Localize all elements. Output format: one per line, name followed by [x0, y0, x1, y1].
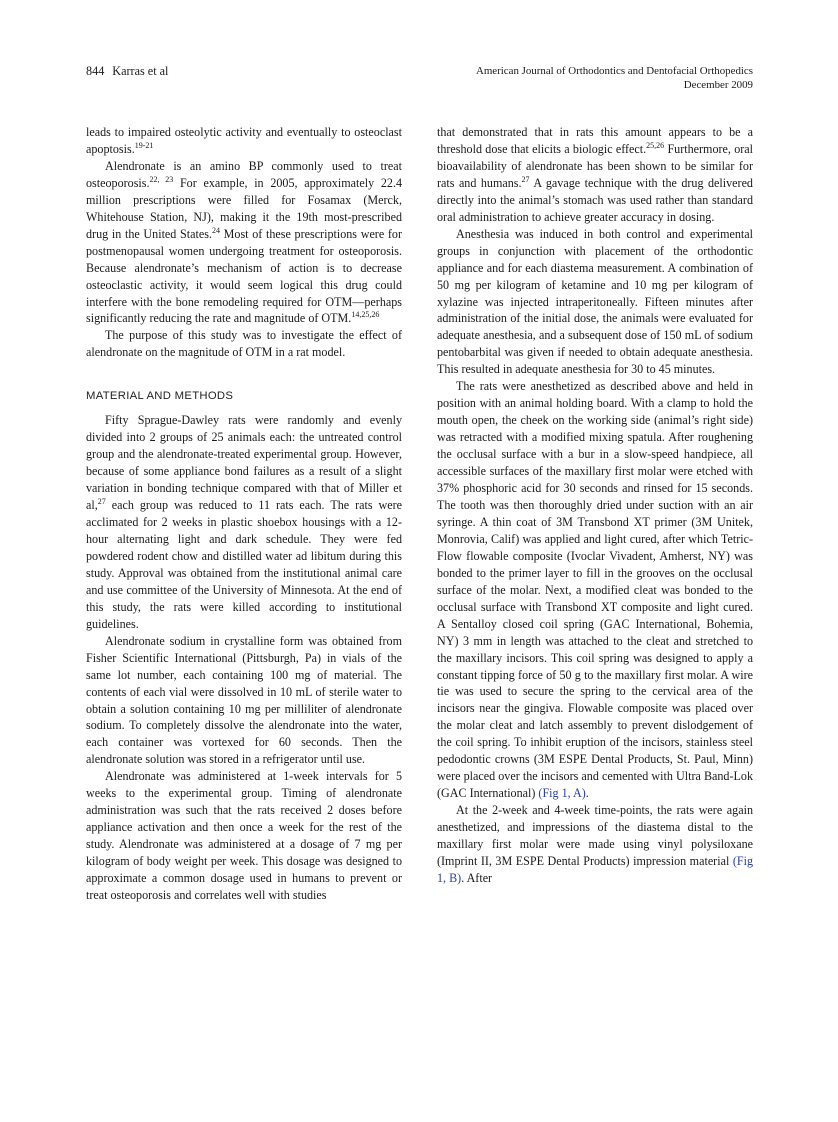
running-header-left — [86, 64, 168, 79]
journal-issue: December 2009 — [683, 79, 753, 91]
paragraph: Anesthesia was induced in both control and experimental groups in conjunction with placement of the orthodontic appliance and for each diastema measurement. A combination of 50 mg per kilogram of ketamine and 10 mg per kilogram of xylazine was injected intraperitoneally. Fifteen minutes after administration of the initial dose, the animals were evaluated for adequate anesthesia, and a subsequent dose of 150 mL of sodium pentobarbital was given if needed to obtain adequate anesthesia. This resulted in adequate anesthesia for 30 to 45 minutes. — [437, 226, 753, 377]
citation[interactable]: 25,26 — [646, 140, 665, 150]
citation[interactable]: 27 — [521, 174, 530, 184]
left-column — [86, 124, 402, 904]
paragraph: Alendronate was administered at 1-week intervals for 5 weeks to the experimental group. Timing of alendronate administration was such that the rats received 2 doses before appliance activation and then once a week for the rest of the study. Alendronate was administered at a dosage of 7 mg per kilogram of body weight per week. This dosage was designed to approximate a common dosage used in humans to prevent or treat osteoporosis and correlates well with studies — [86, 769, 402, 902]
running-authors: Karras et al — [112, 64, 169, 78]
citation[interactable]: 22, 23 — [149, 174, 174, 184]
paragraph: leads to impaired osteolytic activity and eventually to osteoclast apoptosis.$^{19-21}$ — [86, 125, 402, 156]
running-header-right — [476, 64, 753, 92]
section-heading: MATERIAL AND METHODS — [86, 390, 234, 403]
figure-link[interactable]: (Fig 1, B) — [437, 853, 753, 885]
paragraph: Alendronate is an amino BP commonly used to treat osteoporosis.$^{22, 23}$ For example, in 2005, approximately 22.4 million prescriptions were filled for Fosamax (Merck, Whitehouse Station, NJ), making it the 19th most-prescribed drug in the United States.$^{24}$ Most of these prescriptions were for postmenopausal women undergoing treatment for osteoporosis. Because alendronate’s mechanism of action is to decrease osteoclastic activity, it would seem logical this drug could interfere with the bone remodeling required for OTM—perhaps significantly reducing the rate and magnitude of OTM.$^{14,25,26}$ — [86, 158, 403, 326]
page-number: 844 — [86, 64, 105, 78]
paragraph: Fifty Sprague-Dawley rats were randomly and evenly divided into 2 groups of 25 animals each: the untreated control group and the alendronate-treated experimental group. However, because of some appliance bond failures as a result of a slight variation in bonding technique compared with that of Miller et al,$^{27}$ each group was reduced to 11 rats each. The rats were acclimated for 2 weeks in plastic shoebox housings with a 12-hour alternating light and dark schedule. They were fed powdered rodent chow and distilled water ad libitum during this study. Approval was obtained from the institutional animal care and use committee of the University of Minnesota. At the end of this study, the rats were killed according to institutional guidelines. — [86, 413, 402, 631]
paragraph: The rats were anesthetized as described above and held in position with an animal holding board. With a clamp to hold the mouth open, the cheek on the working side (animal’s right side) was retracted with a modified mixing spatula. After roughening the occlusal surface with a bur in a slow-speed handpiece, all accessible surfaces of the maxillary first molar were etched with 37% phosphoric acid for 30 seconds and rinsed for 15 seconds. The tooth was then thoroughly dried under suction with an air syringe. A thin coat of 3M Transbond XT primer (3M Unitek, Monrovia, Calif) was applied and light cured, after which Tetric-Flow flowable composite (Ivoclar Vivadent, Amherst, NY) was bonded to the primer layer to fill in the grooves on the occlusal surface of the molar. Next, a modified cleat was bonded to the occlusal surface with Transbond XT composite and light cured. A Sentalloy closed coil spring (GAC International, Bohemia, NY) 3 mm in length was attached to the cleat and stretched to the maxillary incisors. This coil spring was designed to apply a constant tipping force of 50 g to the maxillary first molar. A wire tie was used to secure the spring to the cervical area of the incisors near the gingiva. Flowable composite was placed over the molar cleat and latch assembly to prevent dislodgement of the coil spring. To inhibit eruption of the incisors, stainless steel pedodontic crowns (3M ESPE Dental Products, St. Paul, Minn) were placed over the incisors and cemented with Ultra Band-Lok (GAC International) (Fig 1, A). — [437, 379, 753, 801]
citation[interactable]: 24 — [211, 225, 220, 235]
paragraph: that demonstrated that in rats this amount appears to be a threshold dose that elicits a biologic effect.$^{25,26}$ Furthermore, oral bioavailability of alendronate has been shown to be similar for rats and humans.$^{27}$ A gavage technique with the drug delivered directly into the animal’s stomach was used rather than standard oral administration to achieve greater accuracy in dosing. — [437, 125, 753, 224]
figure-link[interactable]: (Fig 1, A) — [538, 786, 586, 801]
paragraph: Alendronate sodium in crystalline form was obtained from Fisher Scientific International (Pittsburgh, Pa) in vials of the same lot number, each containing 100 mg of material. The contents of each vial were dissolved in 10 mL of sterile water to obtain a solution containing 10 mg per milliliter of alendronate sodium. To completely dissolve the alendronate into the water, each container was vortexed for 60 seconds. Then the alendronate solution was stored in a refrigerator until use. — [86, 633, 402, 767]
citation[interactable]: 19-21 — [134, 140, 154, 150]
citation[interactable]: 27 — [97, 497, 106, 507]
right-column — [437, 124, 753, 887]
paragraph: The purpose of this study was to investigate the effect of alendronate on the magnitude of OTM in a rat model. — [86, 328, 402, 360]
citation[interactable]: 14,25,26 — [351, 310, 380, 320]
journal-title: American Journal of Orthodontics and Dentofacial Orthopedics — [475, 65, 753, 77]
paragraph: At the 2-week and 4-week time-points, the rats were again anesthetized, and impressions of the diastema distal to the maxillary first molar were made using vinyl polysiloxane (Imprint II, 3M ESPE Dental Products) impression material (Fig 1, B). After — [437, 803, 753, 885]
